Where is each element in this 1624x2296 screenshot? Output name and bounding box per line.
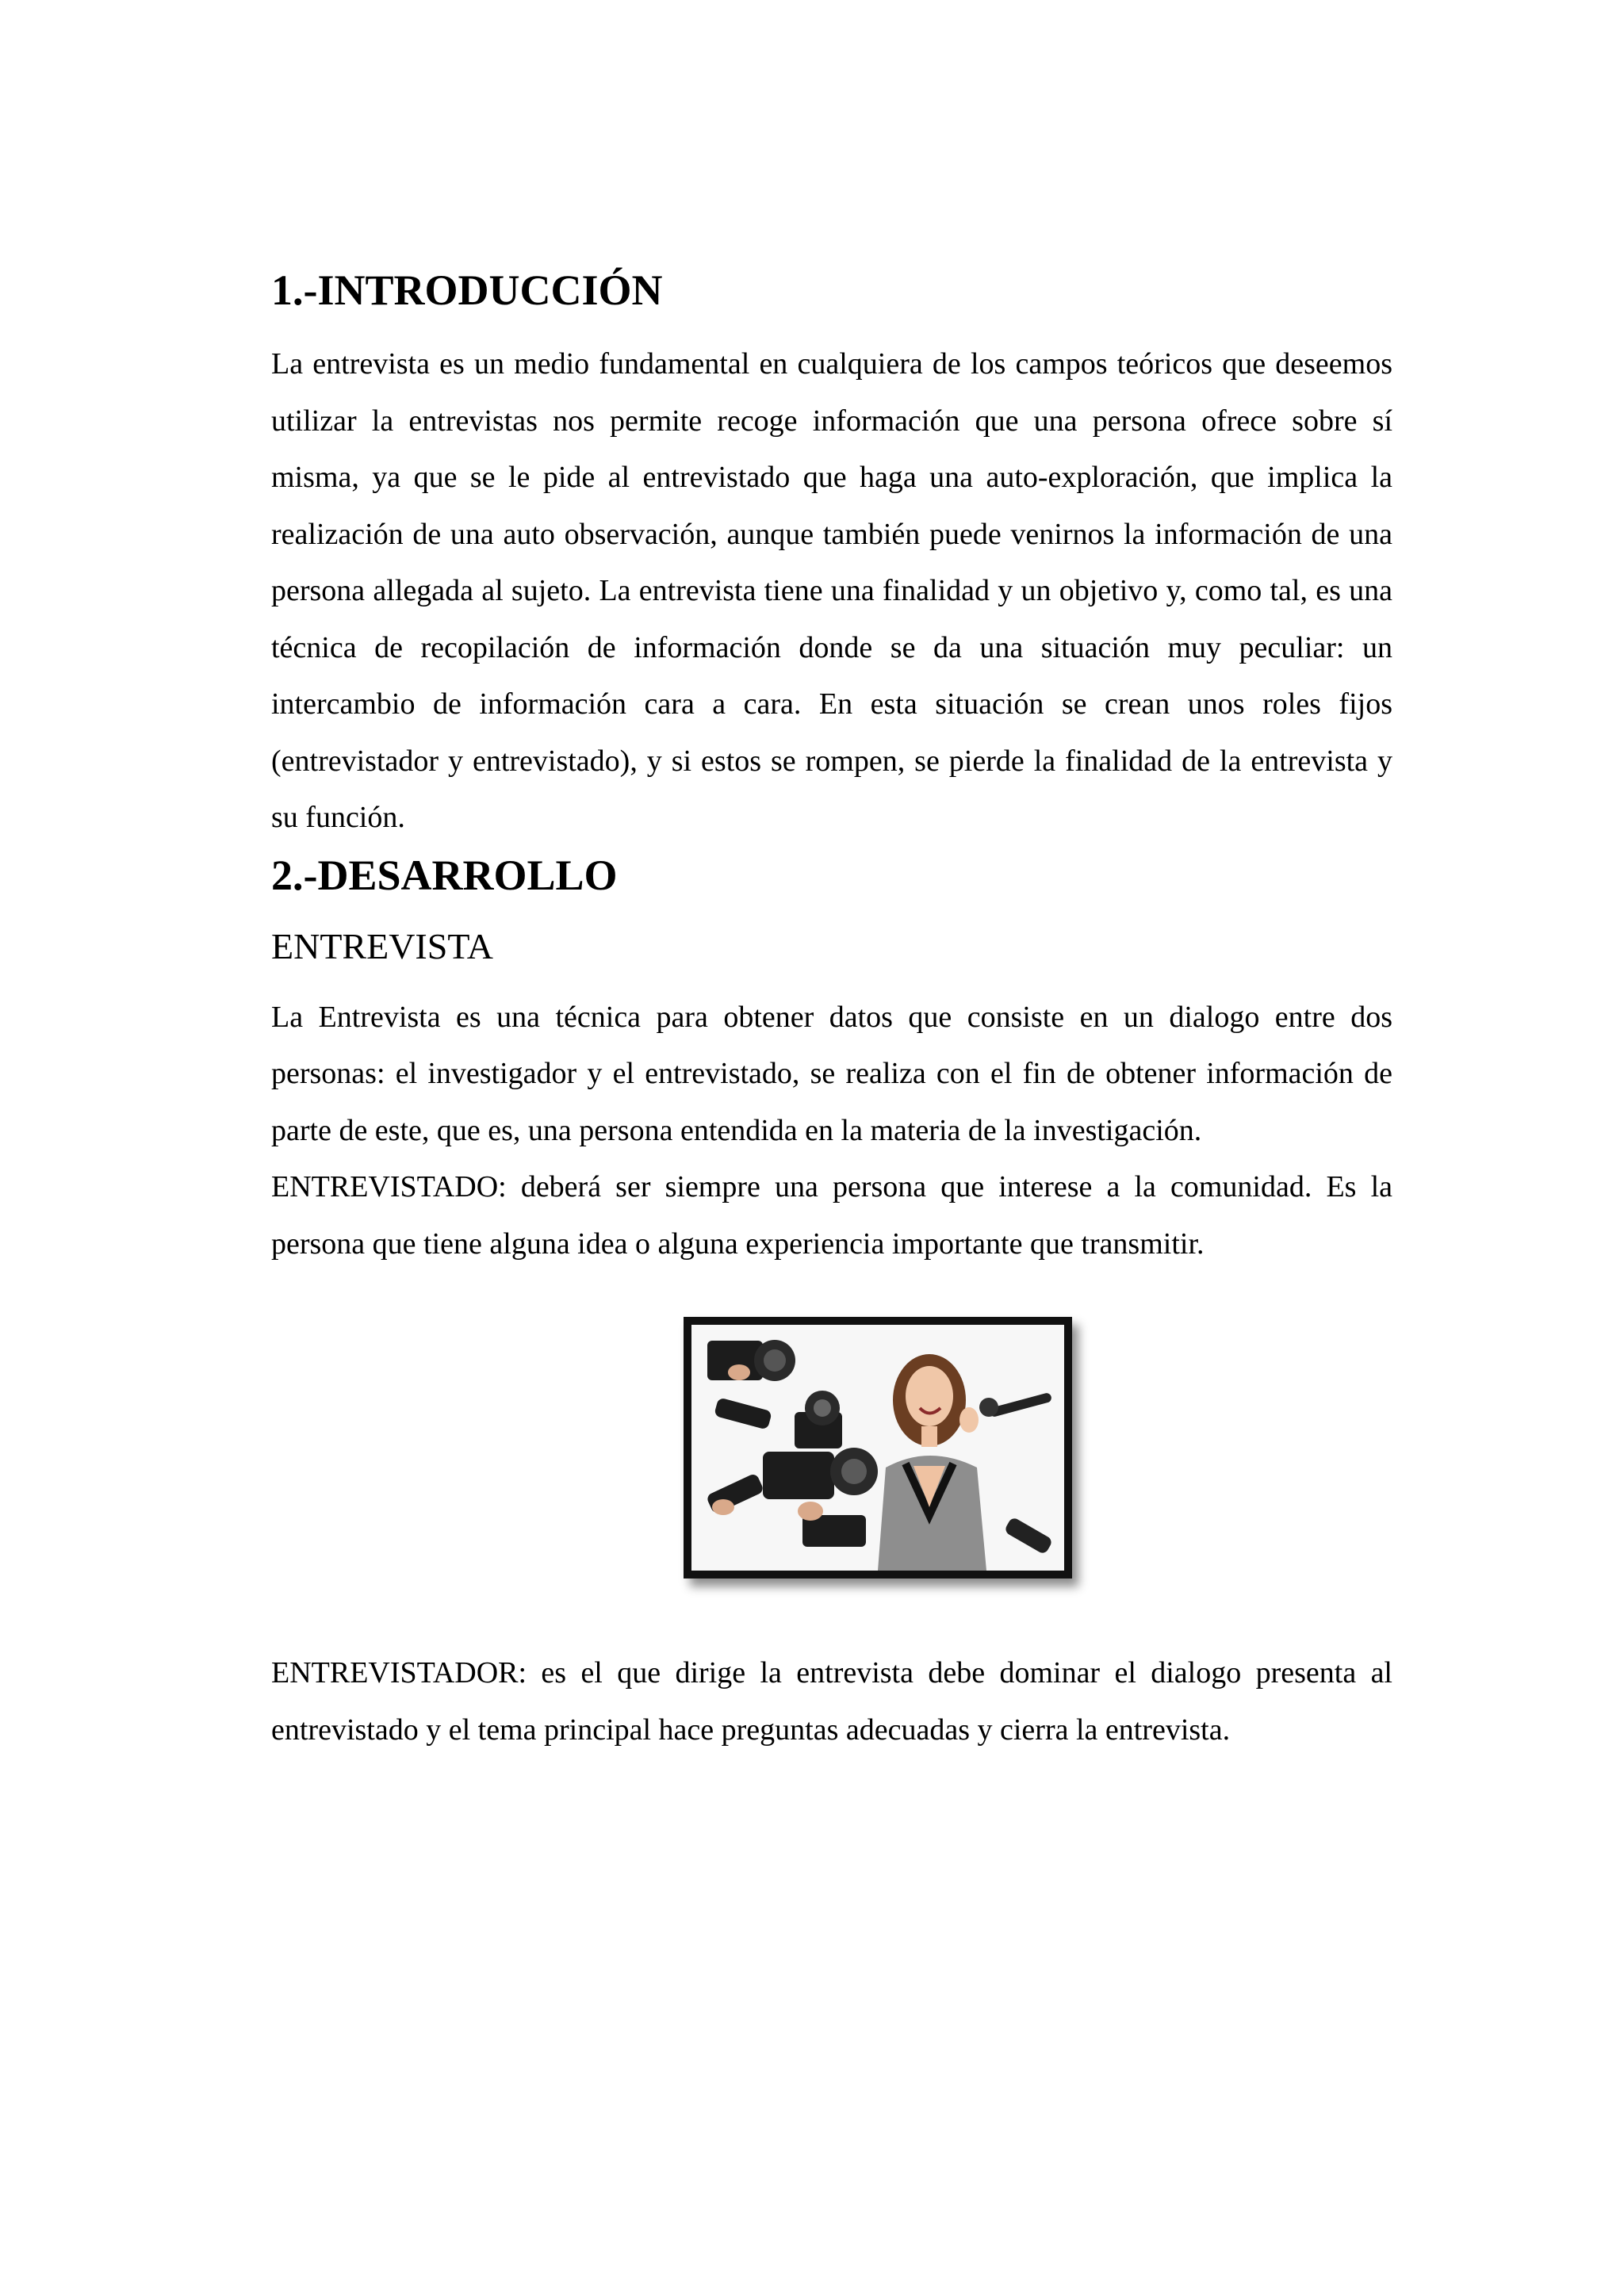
- page-content: [271, 262, 1392, 1758]
- entrevistador-paragraph: ENTREVISTADOR: es el que dirige la entrevista debe dominar el dialogo presenta al entrevistado y el tema principal hace preguntas adecuadas y cierra la entrevista.: [271, 1656, 1392, 1747]
- intro-paragraph: La entrevista es un medio fundamental en cualquiera de los campos teóricos que deseemos utilizar la entrevistas nos permite recoge información que una persona ofrece sobre sí misma, ya que se le pide al entrevistado que haga una auto-exploración, que implica la realización de una auto observación, aunque también puede venirnos la información de una persona allegada al sujeto. La entrevista tiene una finalidad y un objetivo y, como tal, es una técnica de recopilación de información donde se da una situación muy peculiar: un intercambio de información cara a cara. En esta situación se crean unos roles fijos (entrevistador y entrevistado), y si estos se rompen, se pierde la finalidad de la entrevista y su función.: [271, 347, 1392, 834]
- interview-photo: [684, 1317, 1072, 1578]
- figure-container: [271, 1317, 1392, 1578]
- entrevista-paragraph: La Entrevista es una técnica para obtener datos que consiste en un dialogo entre dos personas: el investigador y el entrevistado, se realiza con el fin de obtener información de parte de este, que es, una persona entendida en la materia de la investigación.: [271, 1000, 1392, 1147]
- entrevistado-paragraph: ENTREVISTADO: deberá ser siempre una persona que interese a la comunidad. Es la persona que tiene alguna idea o alguna experiencia importante que transmitir.: [271, 1170, 1392, 1261]
- interview-photo-icon: [691, 1325, 1064, 1571]
- entrevista-subheading: ENTREVISTA: [271, 925, 493, 966]
- development-heading: 2.-DESARROLLO: [271, 851, 618, 899]
- intro-heading: 1.-INTRODUCCIÓN: [271, 266, 663, 314]
